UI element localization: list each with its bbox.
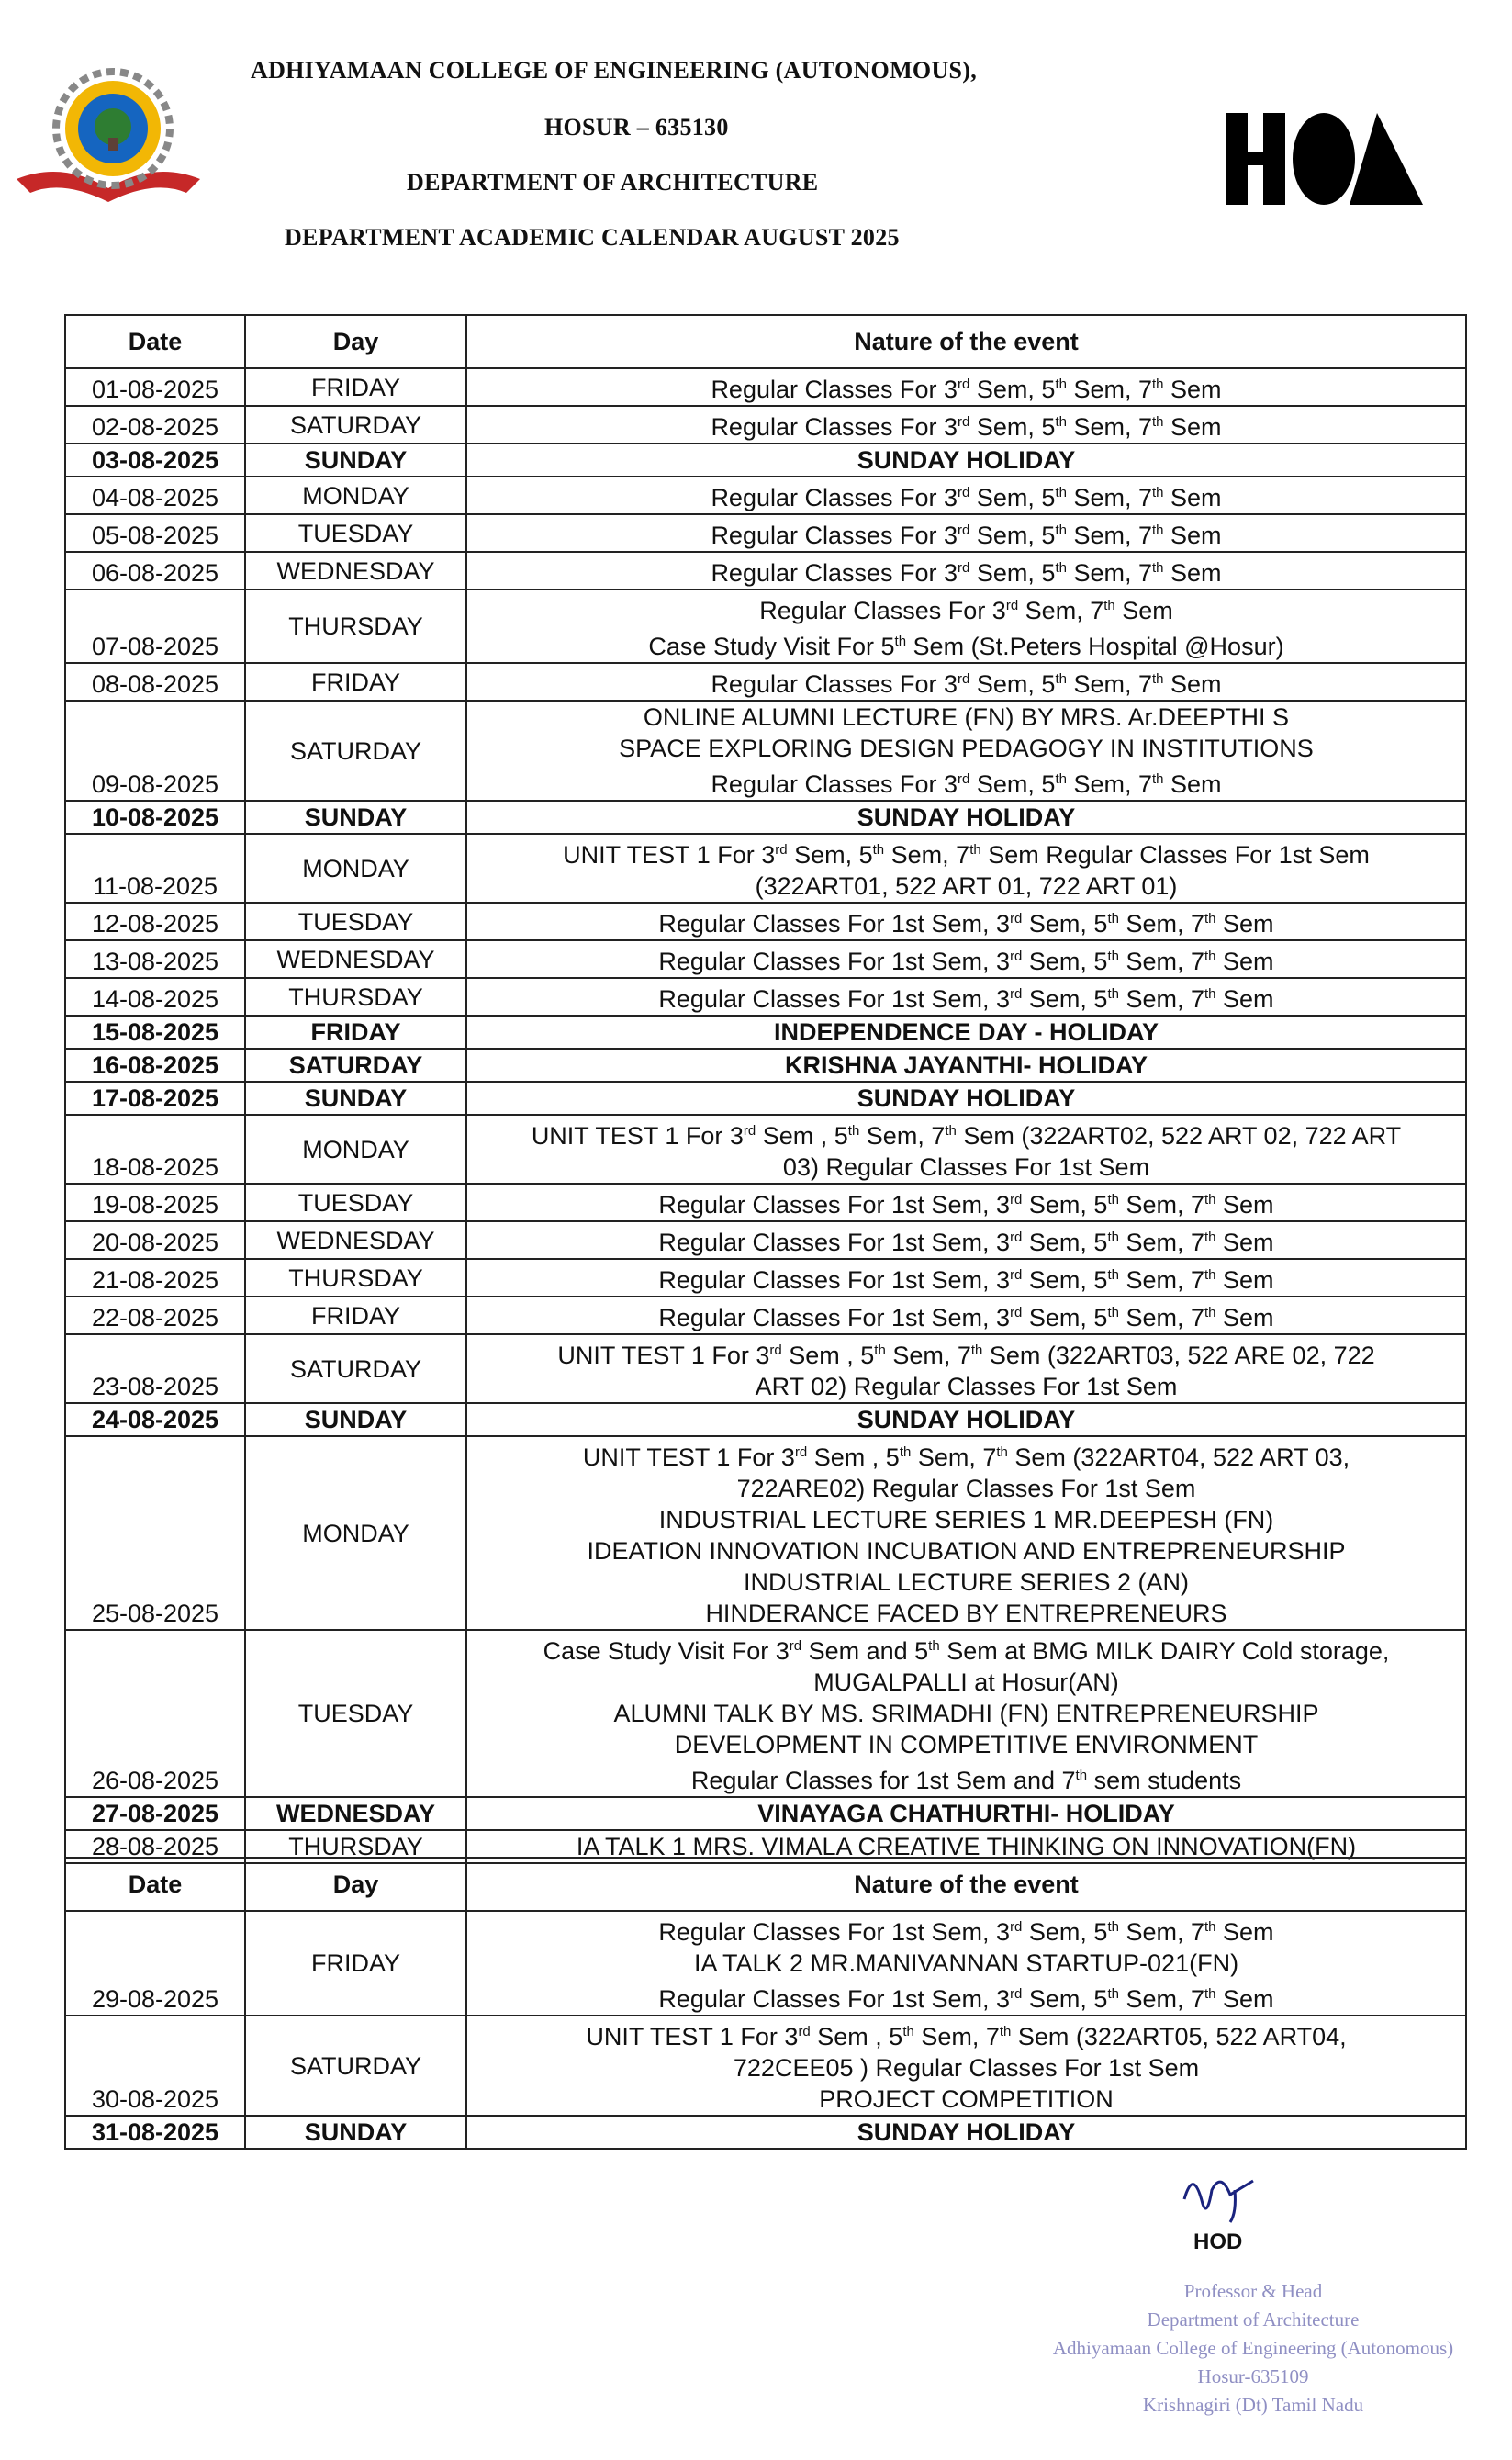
table-row — [65, 1184, 1466, 1221]
event-cell: Regular Classes For 3rd Sem, 7th Sem Case Study Visit For 5th Sem (St.Peters Hospital @Hosur) — [466, 590, 1466, 663]
day-cell: WEDNESDAY — [245, 940, 466, 978]
event-cell: Regular Classes For 1st Sem, 3rd Sem, 5th Sem, 7th Sem — [466, 1184, 1466, 1221]
event-cell: Regular Classes For 1st Sem, 3rd Sem, 5th Sem, 7th Sem — [466, 1259, 1466, 1297]
date-cell: 05-08-2025 — [65, 514, 245, 552]
date-cell: 10-08-2025 — [65, 801, 245, 834]
date-cell: 11-08-2025 — [65, 834, 245, 903]
date-cell: 30-08-2025 — [65, 2016, 245, 2116]
day-cell: SUNDAY — [245, 2116, 466, 2149]
day-cell: FRIDAY — [245, 1297, 466, 1334]
date-cell: 18-08-2025 — [65, 1115, 245, 1184]
day-cell: THURSDAY — [245, 978, 466, 1016]
event-cell: Regular Classes For 3rd Sem, 5th Sem, 7th Sem — [466, 552, 1466, 590]
table-row — [65, 1082, 1466, 1115]
department-name: DEPARTMENT OF ARCHITECTURE — [407, 169, 819, 196]
date-cell: 23-08-2025 — [65, 1334, 245, 1403]
event-cell: Regular Classes For 3rd Sem, 5th Sem, 7th Sem — [466, 477, 1466, 514]
table-row — [65, 444, 1466, 477]
day-cell: THURSDAY — [245, 590, 466, 663]
table-row — [65, 701, 1466, 801]
day-cell: SUNDAY — [245, 801, 466, 834]
day-cell: THURSDAY — [245, 1830, 466, 1863]
event-cell: UNIT TEST 1 For 3rd Sem , 5th Sem, 7th Sem (322ART04, 522 ART 03, 722ARE02) Regular Classes For 1st Sem INDUSTRIAL LECTURE SERIES 1 MR.DEEPESH (FN) IDEATION INNOVATION INCUBATION AND ENTREPRENEURSHIP INDUSTRIAL LECTURE SERIES 2 (AN) HINDERANCE FACED BY ENTREPRENEURS — [466, 1436, 1466, 1630]
date-cell: 03-08-2025 — [65, 444, 245, 477]
event-cell: SUNDAY HOLIDAY — [466, 2116, 1466, 2149]
table-row — [65, 590, 1466, 663]
date-cell: 22-08-2025 — [65, 1297, 245, 1334]
date-cell: 28-08-2025 — [65, 1830, 245, 1863]
stamp-line: Krishnagiri (Dt) Tamil Nadu — [1142, 2394, 1364, 2416]
day-cell: SATURDAY — [245, 701, 466, 801]
day-cell: FRIDAY — [245, 663, 466, 701]
table-row — [65, 368, 1466, 406]
table-row — [65, 903, 1466, 940]
event-cell: Case Study Visit For 3rd Sem and 5th Sem at BMG MILK DAIRY Cold storage, MUGALPALLI at Hosur(AN) ALUMNI TALK BY MS. SRIMADHI (FN) ENTREPRENEURSHIP DEVELOPMENT IN COMPETITIVE ENVIRONMENT Regular Classes for 1st Sem and 7th sem students — [466, 1630, 1466, 1797]
day-cell: SUNDAY — [245, 444, 466, 477]
table-row — [65, 1297, 1466, 1334]
date-cell: 21-08-2025 — [65, 1259, 245, 1297]
table-row — [65, 1259, 1466, 1297]
stamp-line: Hosur-635109 — [1197, 2365, 1309, 2387]
day-cell: FRIDAY — [245, 1016, 466, 1049]
date-cell: 26-08-2025 — [65, 1630, 245, 1797]
table-row — [65, 477, 1466, 514]
table-row — [65, 2116, 1466, 2149]
table-row — [65, 514, 1466, 552]
event-cell: Regular Classes For 1st Sem, 3rd Sem, 5th Sem, 7th Sem IA TALK 2 MR.MANIVANNAN STARTUP-021(FN) Regular Classes For 1st Sem, 3rd Sem, 5th Sem, 7th Sem — [466, 1911, 1466, 2016]
event-cell: UNIT TEST 1 For 3rd Sem, 5th Sem, 7th Sem Regular Classes For 1st Sem (322ART01, 522 ART 01, 722 ART 01) — [466, 834, 1466, 903]
college-name: ADHIYAMAAN COLLEGE OF ENGINEERING (AUTONOMOUS), — [251, 57, 978, 84]
day-cell: TUESDAY — [245, 903, 466, 940]
hod-stamp — [1037, 2277, 1469, 2420]
college-city: HOSUR – 635130 — [544, 114, 729, 140]
date-cell: 20-08-2025 — [65, 1221, 245, 1259]
college-logo — [7, 55, 209, 211]
table-row — [65, 1630, 1466, 1797]
day-cell: SUNDAY — [245, 1403, 466, 1436]
table-header-row — [65, 1858, 1466, 1911]
event-cell: Regular Classes For 1st Sem, 3rd Sem, 5th Sem, 7th Sem — [466, 1221, 1466, 1259]
date-cell: 31-08-2025 — [65, 2116, 245, 2149]
document-header — [0, 0, 1512, 303]
event-cell: Regular Classes For 1st Sem, 3rd Sem, 5th Sem, 7th Sem — [466, 1297, 1466, 1334]
table-row — [65, 801, 1466, 834]
table-row — [65, 1797, 1466, 1830]
day-cell: SATURDAY — [245, 406, 466, 444]
event-cell: KRISHNA JAYANTHI- HOLIDAY — [466, 1049, 1466, 1082]
table-row — [65, 1403, 1466, 1436]
day-cell: SATURDAY — [245, 1334, 466, 1403]
day-cell: TUESDAY — [245, 514, 466, 552]
date-cell: 04-08-2025 — [65, 477, 245, 514]
date-cell: 09-08-2025 — [65, 701, 245, 801]
event-cell: Regular Classes For 1st Sem, 3rd Sem, 5th Sem, 7th Sem — [466, 940, 1466, 978]
day-cell: TUESDAY — [245, 1630, 466, 1797]
stamp-line: Professor & Head — [1183, 2280, 1323, 2302]
day-cell: MONDAY — [245, 1115, 466, 1184]
date-cell: 06-08-2025 — [65, 552, 245, 590]
event-cell: Regular Classes For 3rd Sem, 5th Sem, 7th Sem — [466, 406, 1466, 444]
event-cell: VINAYAGA CHATHURTHI- HOLIDAY — [466, 1797, 1466, 1830]
table-row — [65, 663, 1466, 701]
column-header-event: Nature of the event — [466, 315, 1466, 368]
day-cell: SATURDAY — [245, 2016, 466, 2116]
calendar-title: DEPARTMENT ACADEMIC CALENDAR AUGUST 2025 — [285, 224, 900, 251]
event-cell: UNIT TEST 1 For 3rd Sem , 5th Sem, 7th Sem (322ART03, 522 ARE 02, 722 ART 02) Regular Classes For 1st Sem — [466, 1334, 1466, 1403]
table-row — [65, 1436, 1466, 1630]
date-cell: 17-08-2025 — [65, 1082, 245, 1115]
date-cell: 13-08-2025 — [65, 940, 245, 978]
event-cell: SUNDAY HOLIDAY — [466, 1403, 1466, 1436]
day-cell: FRIDAY — [245, 1911, 466, 2016]
hoa-logo — [1226, 108, 1423, 209]
table-row — [65, 552, 1466, 590]
event-cell: Regular Classes For 3rd Sem, 5th Sem, 7th Sem — [466, 368, 1466, 406]
event-cell: Regular Classes For 1st Sem, 3rd Sem, 5th Sem, 7th Sem — [466, 903, 1466, 940]
day-cell: MONDAY — [245, 834, 466, 903]
hod-label: HOD — [1193, 2230, 1243, 2254]
calendar-table-part-1 — [64, 314, 1467, 1864]
date-cell: 12-08-2025 — [65, 903, 245, 940]
table-row — [65, 406, 1466, 444]
table-row — [65, 1911, 1466, 2016]
table-row — [65, 940, 1466, 978]
calendar-table-part-2 — [64, 1857, 1467, 2150]
table-row — [65, 1334, 1466, 1403]
date-cell: 19-08-2025 — [65, 1184, 245, 1221]
column-header-date: Date — [65, 1858, 245, 1911]
event-cell: Regular Classes For 3rd Sem, 5th Sem, 7th Sem — [466, 514, 1466, 552]
event-cell: UNIT TEST 1 For 3rd Sem , 5th Sem, 7th Sem (322ART02, 522 ART 02, 722 ART 03) Regular Classes For 1st Sem — [466, 1115, 1466, 1184]
table-row — [65, 978, 1466, 1016]
day-cell: MONDAY — [245, 477, 466, 514]
date-cell: 14-08-2025 — [65, 978, 245, 1016]
event-cell: IA TALK 1 MRS. VIMALA CREATIVE THINKING ON INNOVATION(FN) — [466, 1830, 1466, 1863]
table-row — [65, 1115, 1466, 1184]
date-cell: 07-08-2025 — [65, 590, 245, 663]
day-cell: SATURDAY — [245, 1049, 466, 1082]
table-row — [65, 1049, 1466, 1082]
table-header-row — [65, 315, 1466, 368]
date-cell: 08-08-2025 — [65, 663, 245, 701]
table-row — [65, 2016, 1466, 2116]
event-cell: SUNDAY HOLIDAY — [466, 444, 1466, 477]
column-header-day: Day — [245, 315, 466, 368]
date-cell: 16-08-2025 — [65, 1049, 245, 1082]
date-cell: 15-08-2025 — [65, 1016, 245, 1049]
table-row — [65, 1016, 1466, 1049]
day-cell: FRIDAY — [245, 368, 466, 406]
day-cell: TUESDAY — [245, 1184, 466, 1221]
day-cell: SUNDAY — [245, 1082, 466, 1115]
event-cell: Regular Classes For 1st Sem, 3rd Sem, 5th Sem, 7th Sem — [466, 978, 1466, 1016]
date-cell: 02-08-2025 — [65, 406, 245, 444]
date-cell: 24-08-2025 — [65, 1403, 245, 1436]
day-cell: WEDNESDAY — [245, 1221, 466, 1259]
date-cell: 01-08-2025 — [65, 368, 245, 406]
date-cell: 25-08-2025 — [65, 1436, 245, 1630]
day-cell: THURSDAY — [245, 1259, 466, 1297]
column-header-event: Nature of the event — [466, 1858, 1466, 1911]
event-cell: ONLINE ALUMNI LECTURE (FN) BY MRS. Ar.DEEPTHI S SPACE EXPLORING DESIGN PEDAGOGY IN INSTITUTIONS Regular Classes For 3rd Sem, 5th Sem, 7th Sem — [466, 701, 1466, 801]
day-cell: WEDNESDAY — [245, 552, 466, 590]
day-cell: WEDNESDAY — [245, 1797, 466, 1830]
hod-signature — [1180, 2162, 1262, 2227]
event-cell: Regular Classes For 3rd Sem, 5th Sem, 7th Sem — [466, 663, 1466, 701]
event-cell: INDEPENDENCE DAY - HOLIDAY — [466, 1016, 1466, 1049]
table-row — [65, 834, 1466, 903]
date-cell: 29-08-2025 — [65, 1911, 245, 2016]
day-cell: MONDAY — [245, 1436, 466, 1630]
column-header-date: Date — [65, 315, 245, 368]
stamp-line: Department of Architecture — [1147, 2308, 1360, 2331]
column-header-day: Day — [245, 1858, 466, 1911]
event-cell: SUNDAY HOLIDAY — [466, 1082, 1466, 1115]
table-row — [65, 1221, 1466, 1259]
event-cell: SUNDAY HOLIDAY — [466, 801, 1466, 834]
event-cell: UNIT TEST 1 For 3rd Sem , 5th Sem, 7th Sem (322ART05, 522 ART04, 722CEE05 ) Regular Classes For 1st Sem PROJECT COMPETITION — [466, 2016, 1466, 2116]
date-cell: 27-08-2025 — [65, 1797, 245, 1830]
stamp-line: Adhiyamaan College of Engineering (Autonomous) — [1052, 2337, 1454, 2359]
